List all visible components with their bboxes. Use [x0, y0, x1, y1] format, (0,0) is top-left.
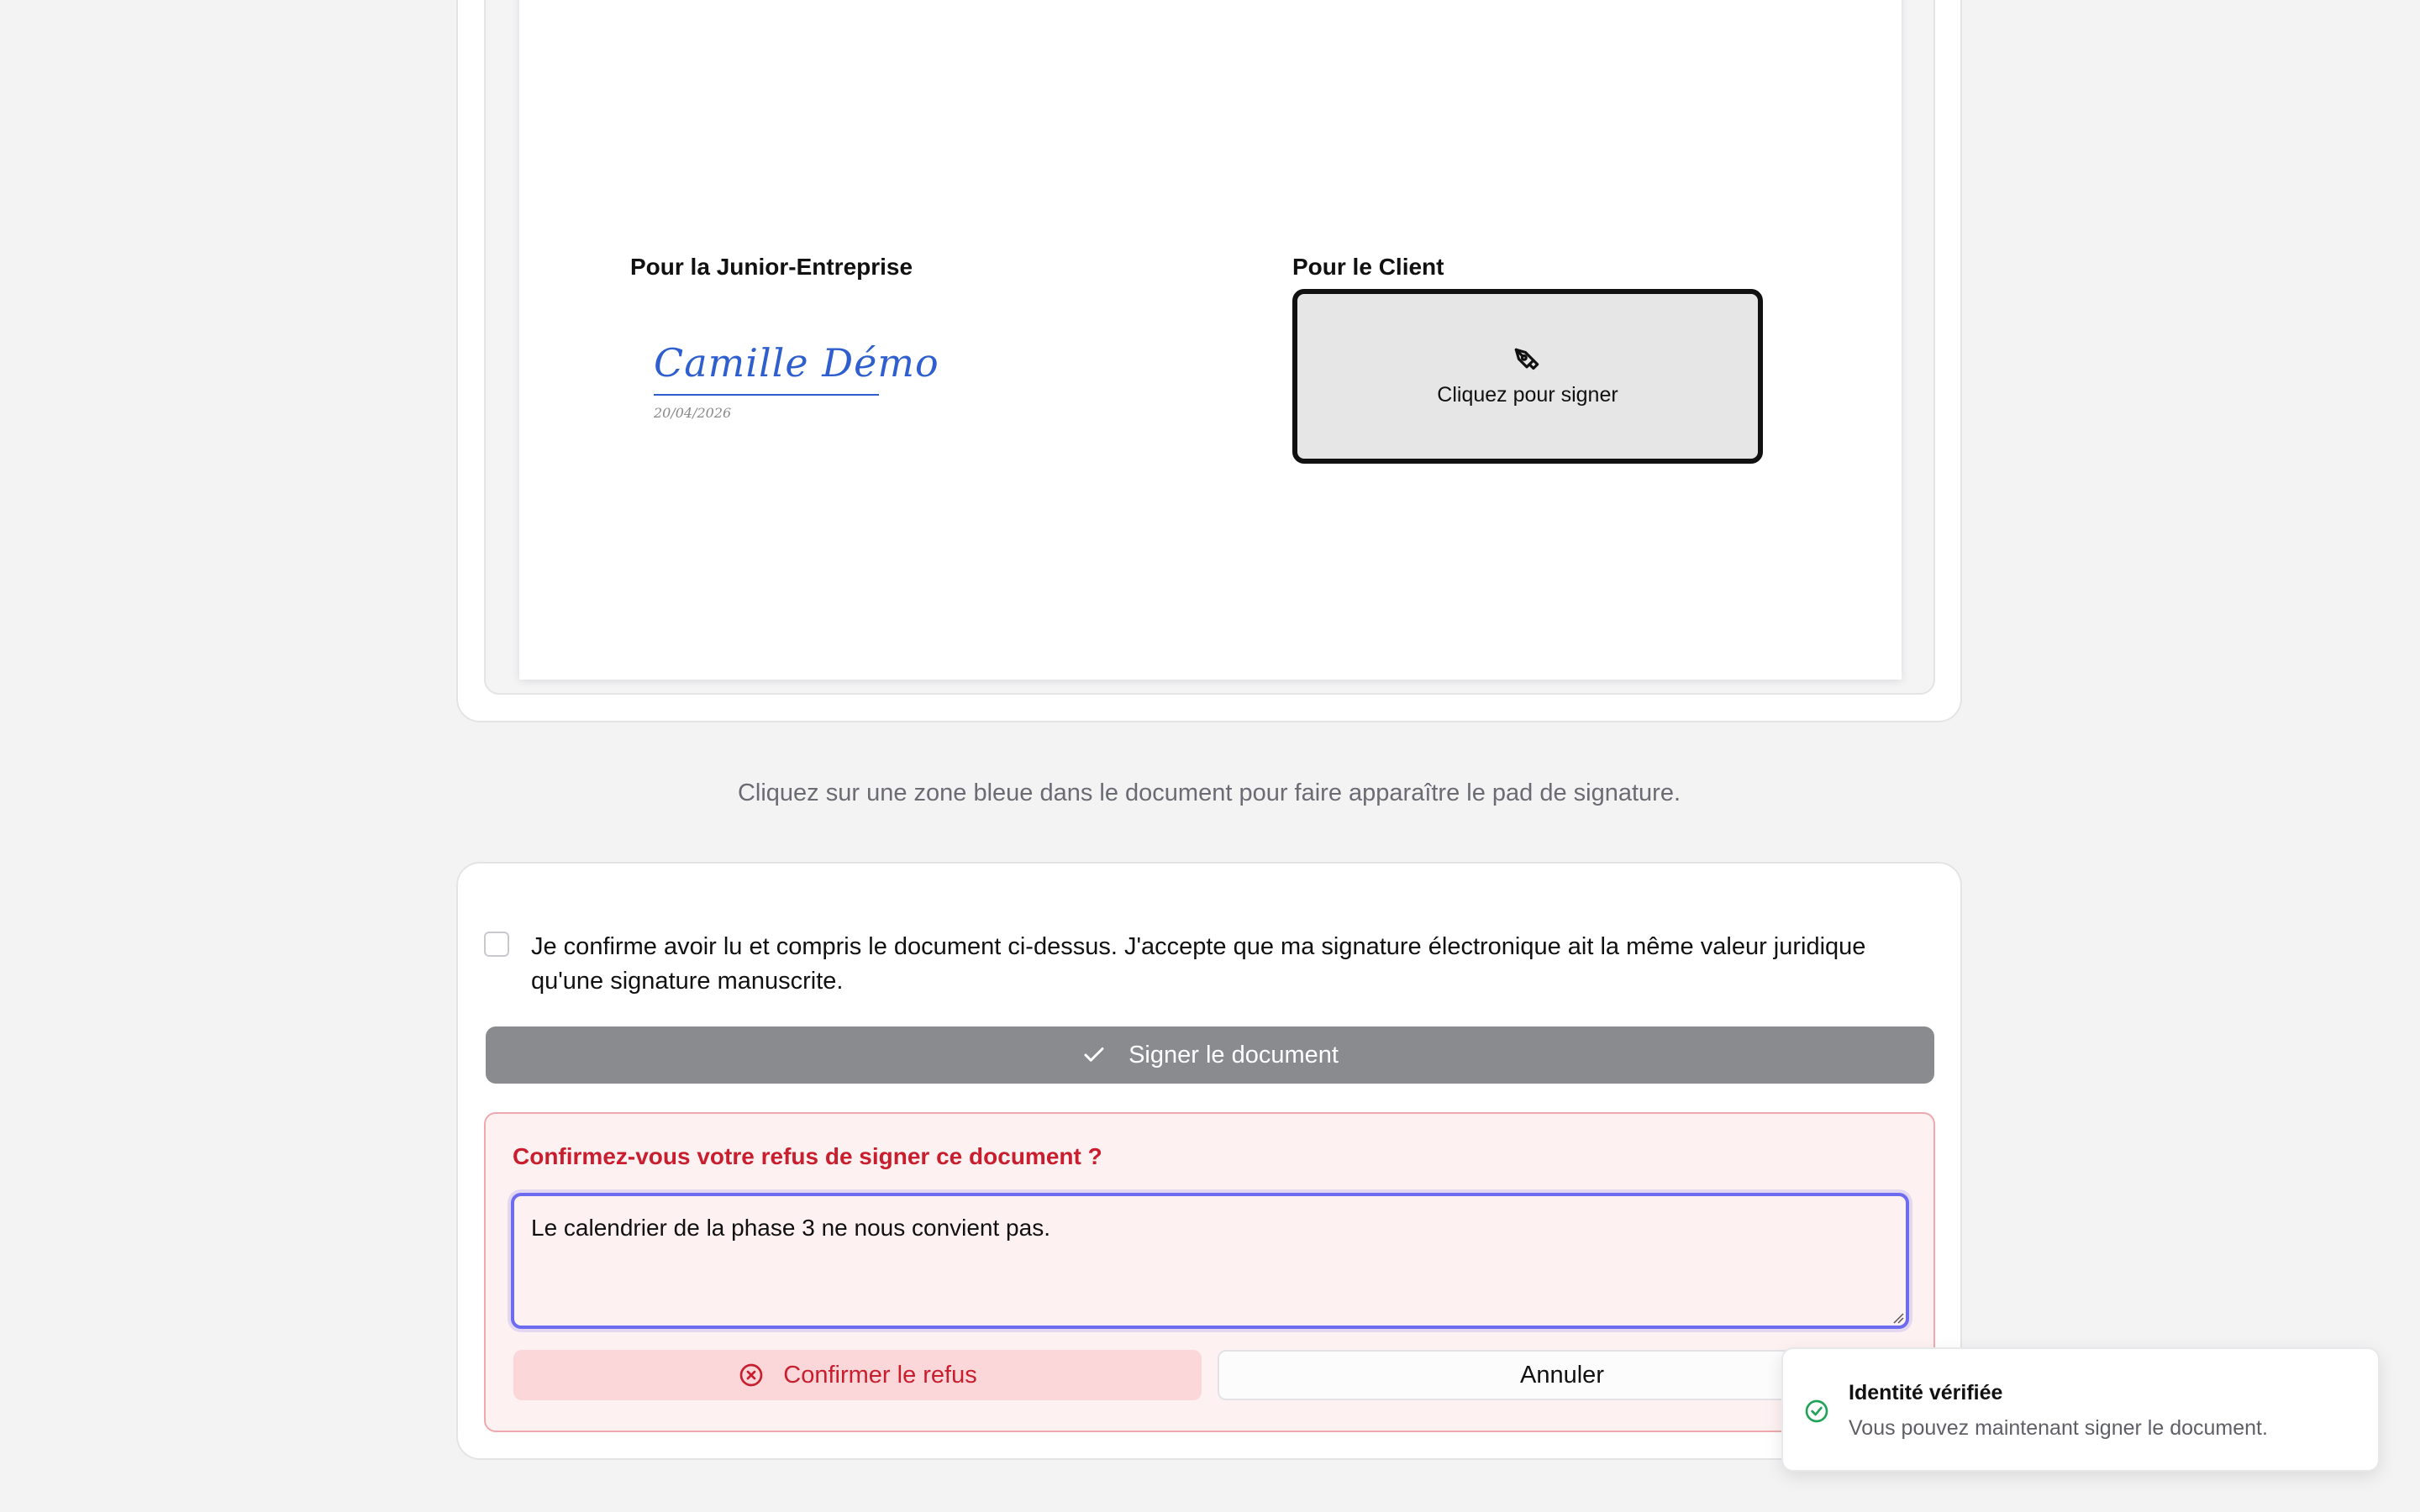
- refusal-question: Confirmez-vous votre refus de signer ce document ?: [513, 1143, 1102, 1169]
- client-signature-heading: Pour le Client: [1292, 254, 1444, 280]
- sign-zone-label: Cliquez pour signer: [1437, 383, 1618, 407]
- junior-signature-image: Camille Démo: [654, 340, 939, 386]
- cancel-label: Annuler: [1520, 1361, 1604, 1389]
- signature-hint-text: Cliquez sur une zone bleue dans le document pour faire apparaître le pad de signature.: [737, 780, 1681, 806]
- junior-signature-heading: Pour la Junior-Entreprise: [630, 254, 913, 280]
- signature-underline: [654, 394, 879, 396]
- toast-title: Identité vérifiée: [1849, 1381, 2003, 1404]
- resize-grip-icon[interactable]: [1892, 1312, 1904, 1324]
- sign-document-button[interactable]: [486, 1026, 1934, 1084]
- consent-label[interactable]: Je confirme avoir lu et compris le document ci-dessus. J'accepte que ma signature électronique ait la même valeur juridique qu'une signature manuscrite.: [531, 933, 1866, 995]
- toast-notification: [1781, 1347, 2380, 1472]
- confirm-refusal-button[interactable]: [513, 1350, 1202, 1400]
- check-circle-icon: [1803, 1398, 1830, 1425]
- check-icon: [1081, 1042, 1107, 1068]
- x-circle-icon: [738, 1362, 765, 1389]
- pen-nib-icon: [1511, 344, 1543, 376]
- consent-checkbox[interactable]: [484, 932, 509, 957]
- refusal-reason-textarea[interactable]: [511, 1193, 1909, 1329]
- sign-document-label: Signer le document: [1128, 1041, 1339, 1068]
- junior-signature-date: 20/04/2026: [654, 405, 732, 421]
- client-signature-zone[interactable]: [1292, 289, 1763, 464]
- confirm-refusal-label: Confirmer le refus: [783, 1361, 977, 1389]
- toast-message: Vous pouvez maintenant signer le document.: [1849, 1416, 2268, 1440]
